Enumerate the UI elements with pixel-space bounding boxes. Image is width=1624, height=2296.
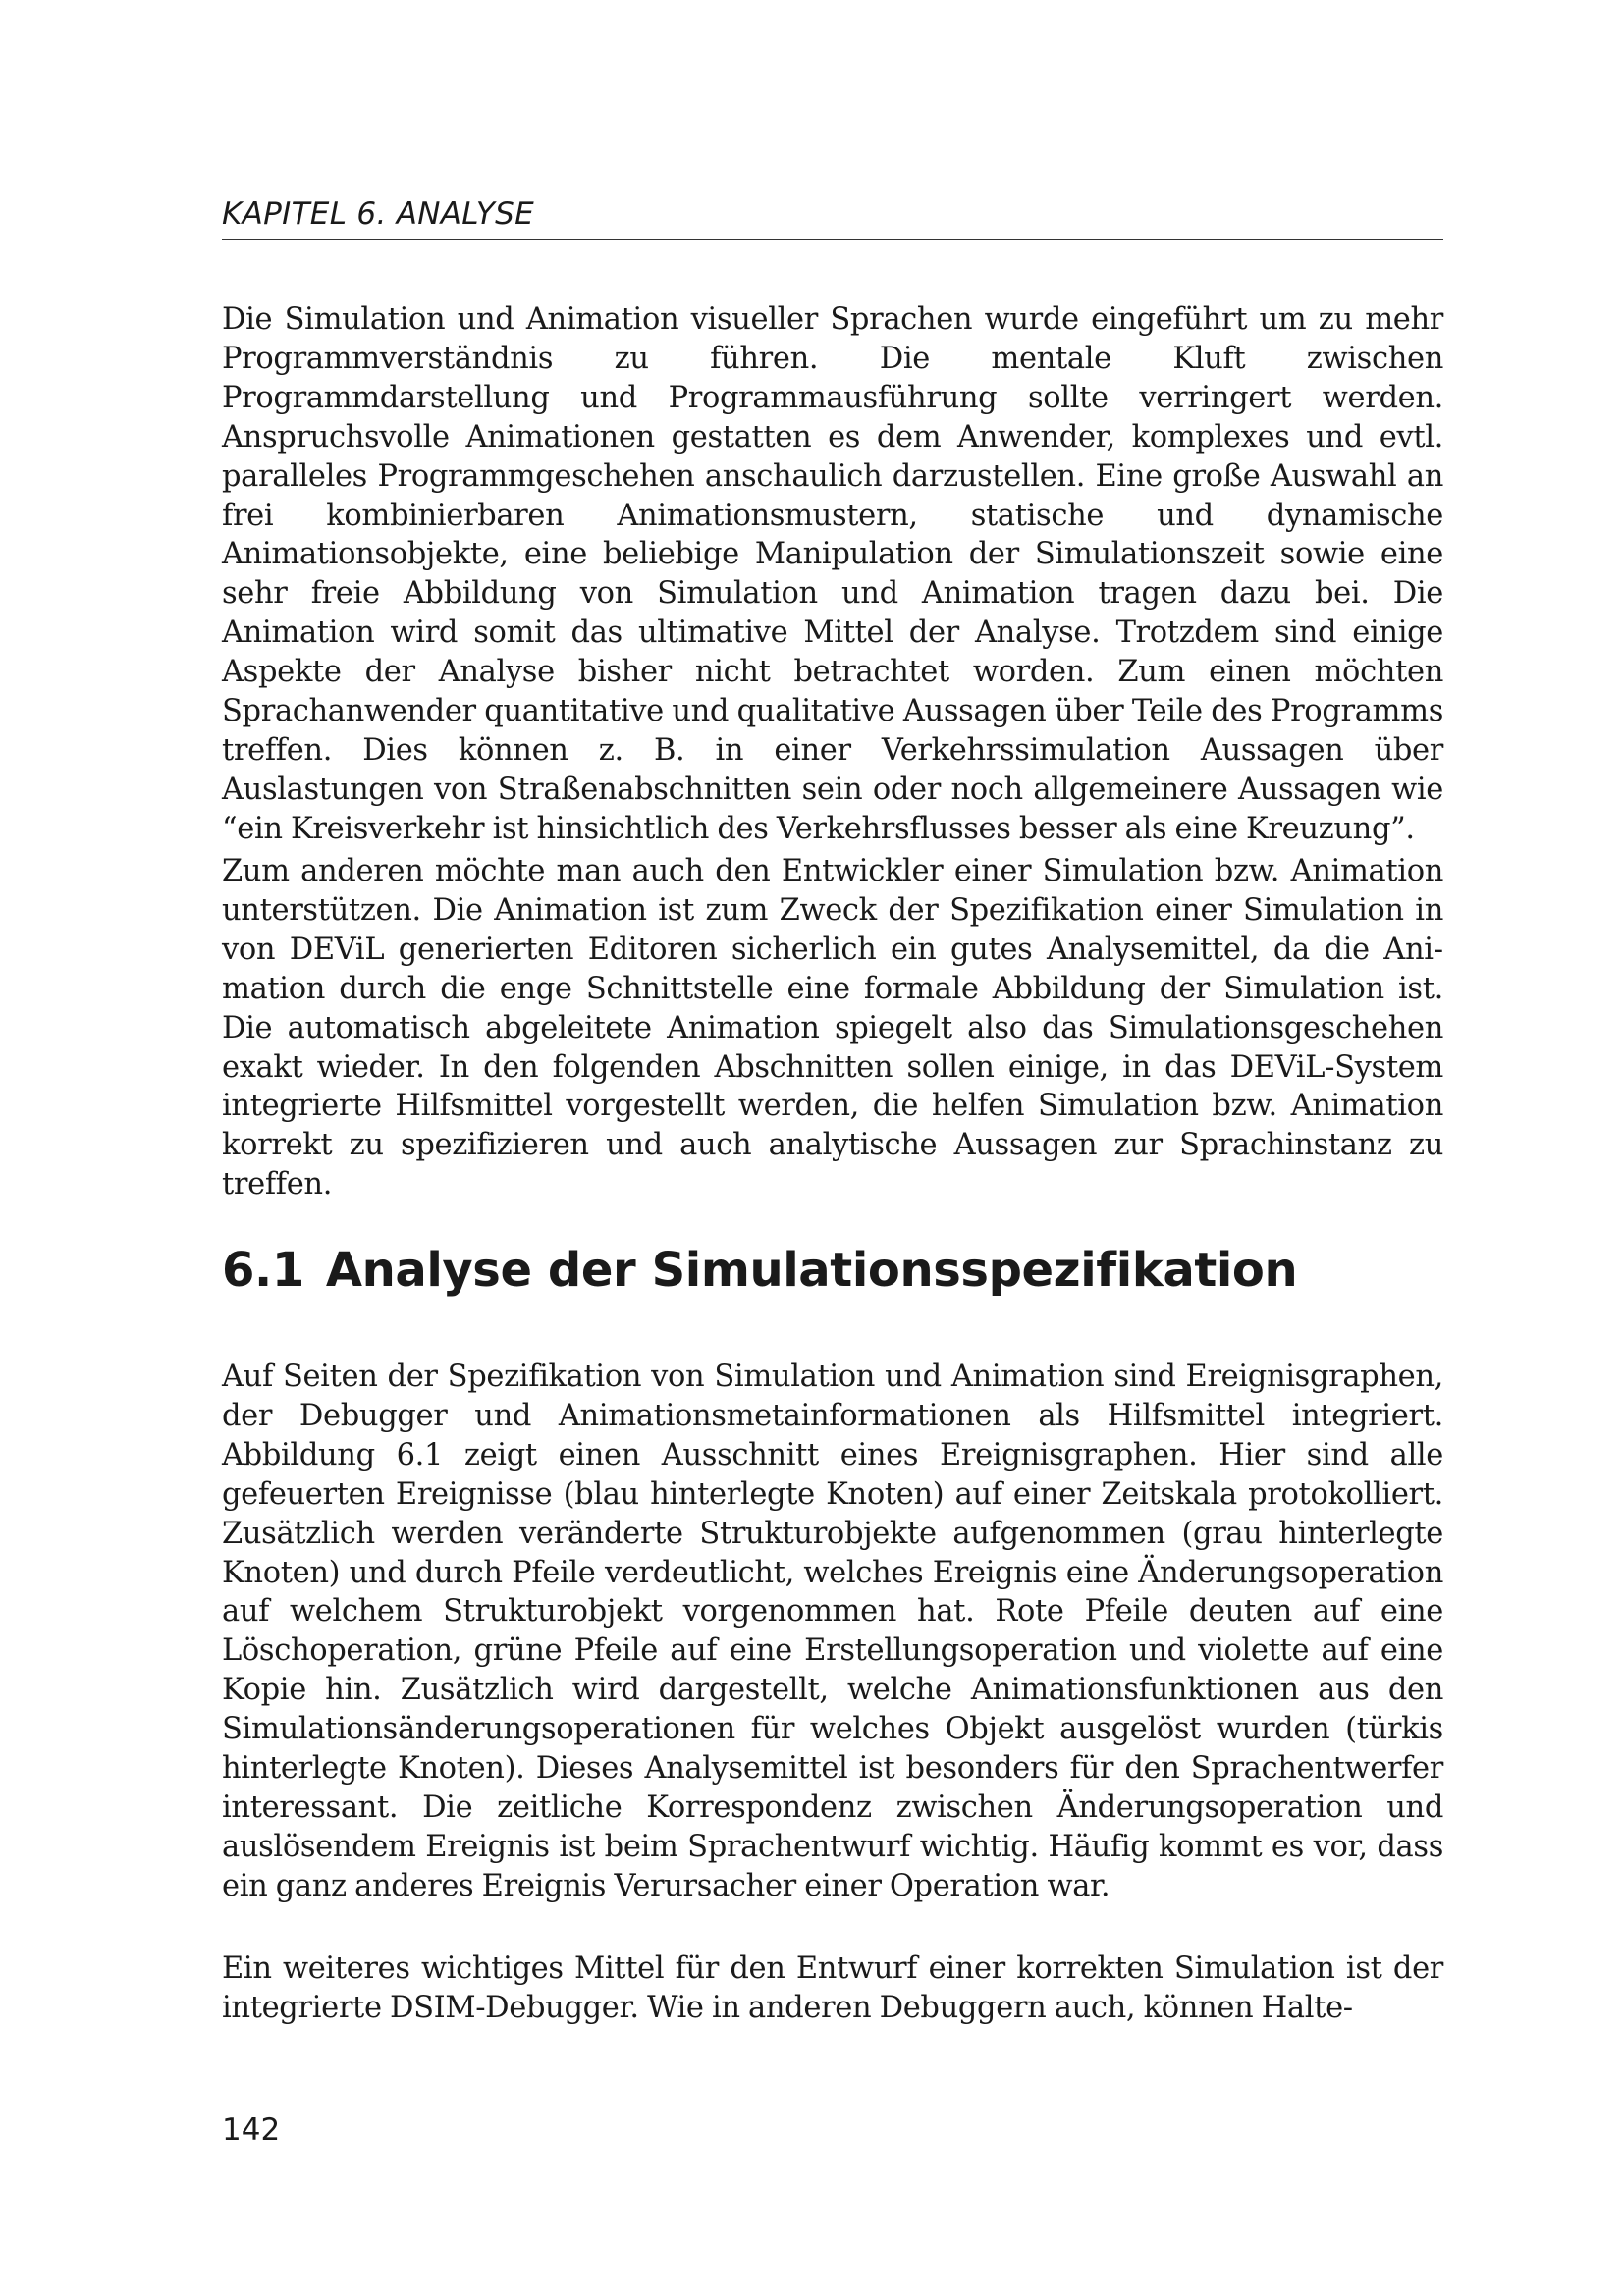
paragraph: Zum anderen möchte man auch den Entwickler einer Simulation bzw. Animation unterstützen. Die Animation ist zum Zweck der Spezifikation einer Simulation in von DEViL generierten Editoren sicherlich ein gutes Analysemittel, da die Animation durch die enge Schnittstelle eine formale Abbildung der Simulation ist. Die automatisch abgeleitete Animation spiegelt also das Simulationsgeschehen exakt wieder. In den folgenden Abschnitten sollen einige, in das DEViL-System integrierte Hilfsmittel vorgestellt werden, die helfen Simulation bzw. Animation korrekt zu spezifizieren und auch analytische Aussagen zur Sprachinstanz zu treffen. (222, 854, 1443, 1202)
section-title: Analyse der Simulationsspezifikation (325, 1243, 1298, 1298)
section-number: 6.1 (222, 1243, 304, 1298)
paragraph: Die Simulation und Animation visueller Sprachen wurde eingeführt um zu mehr Programmverständnis zu führen. Die mentale Kluft zwischen Programmdarstellung und Programmausführung sollte verringert werden. Anspruchsvolle Animationen gestatten es dem Anwender, komplexes und evtl. paralleles Programmgeschehen anschaulich darzustellen. Eine große Auswahl an frei kombinierbaren Animationsmustern, statische und dynamische Animationsobjekte, eine beliebige Manipulation der Simulationszeit sowie eine sehr freie Abbildung von Simulation und Animation tragen dazu bei. Die Animation wird somit das ultimative Mittel der Analyse. Trotzdem sind einige Aspekte der Analyse bisher nicht betrachtet worden. Zum einen möchten Sprachanwender quantitative und qualitative Aussagen über Teile des Programms treffen. Dies können z. B. in einer Verkehrssimulation Aussagen über Auslastungen von Straßenabschnitten sein oder noch allgemeinere Aussagen wie “ein Kreisverkehr ist hinsichtlich des Verkehrsflusses besser als eine Kreuzung”. (222, 302, 1443, 846)
paragraph: Ein weiteres wichtiges Mittel für den Entwurf einer korrekten Simulation ist der integrierte DSIM-Debugger. Wie in anderen Debuggern auch, können Halte- (222, 1951, 1443, 2025)
header-rule (222, 239, 1443, 240)
page-number: 142 (222, 2112, 281, 2148)
paragraph: Auf Seiten der Spezifikation von Simulation und Animation sind Ereignisgraphen, der Debugger und Animationsmetainformationen als Hilfsmittel integriert. Abbildung 6.1 zeigt einen Ausschnitt eines Ereignisgraphen. Hier sind alle gefeuerten Ereignisse (blau hinterlegte Knoten) auf einer Zeitskala protokolliert. Zusätzlich werden veränderte Strukturobjekte aufgenommen (grau hinterlegte Knoten) und durch Pfeile verdeutlicht, welches Ereignis eine Änderungsoperation auf welchem Strukturobjekt vorgenommen hat. Rote Pfeile deuten auf eine Löschoperation, grüne Pfeile auf eine Erstellungsoperation und violette auf eine Kopie hin. Zusätzlich wird dargestellt, welche Animationsfunktionen aus den Simulationsänderungsoperationen für welches Objekt ausgelöst wurden (türkis hinterlegte Knoten). Dieses Analysemittel ist besonders für den Sprachentwerfer interessant. Die zeitliche Korrespondenz zwischen Änderungsoperation und auslösendem Ereignis ist beim Sprachentwurf wichtig. Häufig kommt es vor, dass ein ganz anderes Ereignis Verursacher einer Operation war. (222, 1360, 1443, 1903)
section-heading (222, 1241, 1443, 1300)
running-head: KAPITEL 6. ANALYSE (222, 196, 534, 232)
